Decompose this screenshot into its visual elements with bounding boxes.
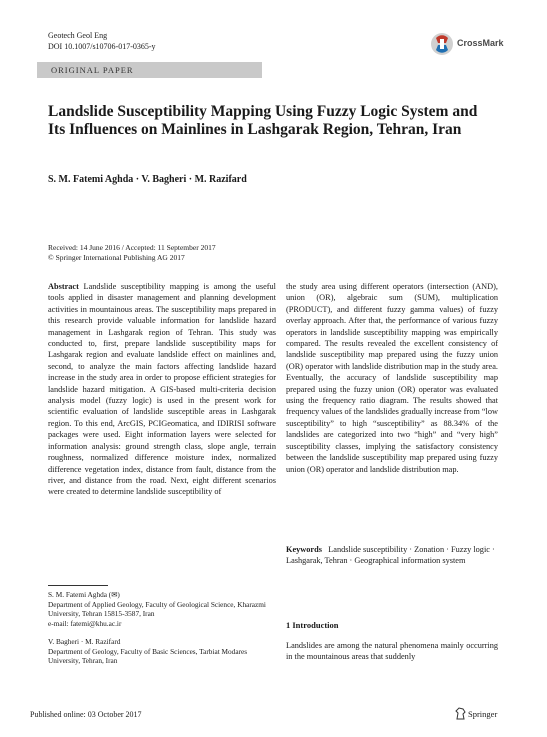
article-title: Landslide Susceptibility Mapping Using Fuzzy Logic System and Its Influences on Mainlines in Lashgarak Region, Tehran, Iran bbox=[48, 103, 478, 138]
second-authors: V. Bagheri · M. Razifard bbox=[48, 637, 121, 646]
crossmark-icon bbox=[430, 32, 454, 56]
abstract-left-column bbox=[48, 281, 276, 498]
crossmark-label: CrossMark bbox=[457, 38, 504, 48]
affiliation-first bbox=[48, 590, 268, 628]
crossmark-badge[interactable] bbox=[430, 32, 522, 56]
introduction-text: Landslides are among the natural phenomena mainly occurring in the mountainous areas that suddenly bbox=[286, 641, 498, 662]
first-department: Department of Applied Geology, Faculty of Geological Science, Kharazmi University, Tehran 15815-3587, Iran bbox=[48, 599, 266, 618]
springer-logo bbox=[455, 707, 515, 721]
doi-link[interactable]: DOI 10.1007/s10706-017-0365-y bbox=[48, 42, 156, 51]
journal-header bbox=[48, 30, 156, 52]
keywords-text: Landslide susceptibility · Zonation · Fuzzy logic · Lashgarak, Tehran · Geographical information system bbox=[286, 545, 495, 566]
published-online: Published online: 03 October 2017 bbox=[30, 710, 142, 719]
affiliation-second bbox=[48, 637, 268, 666]
springer-label: Springer bbox=[468, 709, 498, 719]
abstract-right-column: the study area using different operators (intersection (AND), union (OR), algebraic sum (SUM), multiplication (PRODUCT), and different fuzzy gamma values) of fuzzy overlay approach. After that, the performance of various fuzzy operators in landslide susceptibility mapping was empirically compared. The results revealed the excellent consistency of landslide susceptibility map prepared using the fuzzy union (OR) operator with landslide distribution map in the study area. Eventually, the accuracy of landslide susceptibility map prepared using the fuzzy union (OR) operator was evaluated using the frequency ratio diagram. The results showed that frequency values of the landslides gradually increase from “low susceptibility” to high “susceptibility” as 88.34% of the landslides are categorized into two “high” and “very high” susceptibility classes, implying the satisfactory consistency between the landslide susceptibility map prepared using fuzzy union (OR) operator and landslide distribution map. bbox=[286, 282, 498, 474]
journal-name: Geotech Geol Eng bbox=[48, 31, 108, 40]
keywords-label: Keywords bbox=[286, 545, 322, 554]
keywords-block bbox=[286, 544, 498, 567]
first-author: S. M. Fatemi Aghda (✉) bbox=[48, 590, 120, 599]
introduction-heading: 1 Introduction bbox=[286, 620, 339, 630]
section-bar bbox=[37, 62, 262, 78]
first-email[interactable]: e-mail: fatemi@khu.ac.ir bbox=[48, 618, 122, 628]
abstract-text-left: Landslide susceptibility mapping is among the useful tools applied in disaster management and planning development activities in mountainous areas. The susceptibility maps prepared in this research provide valuable information for landslide hazard management in Lashgarak region of Tehran. This study was conducted to, first, prepare landslide susceptibility maps for Lashgarak region and evaluate landslide effect on mainlines and, second, to analyze the main factors affecting landslide hazard increase in the study area in order to propose efficient strategies for landslide hazard mitigation. A GIS-based multi-criteria decision analysis model (fuzzy logic) is used in the present work for scientific evaluation of landslide susceptible areas in Lashgarak region. To this end, ArcGIS, PCIGeomatica, and IDIRISI software packages were used. Eight information layers were selected for information analysis: ground strength class, slope angle, terrain roughness, normalized difference moisture index, normalized difference vegetation index, distance from fault, distance from the river, and distance from the road. Next, eight different scenarios were created to determine landslide susceptibility of bbox=[48, 282, 276, 497]
springer-horse-icon bbox=[455, 707, 466, 720]
abstract-label: Abstract bbox=[48, 282, 79, 291]
copyright-line: © Springer International Publishing AG 2017 bbox=[48, 253, 185, 262]
second-department: Department of Geology, Faculty of Basic Sciences, Tarbiat Modares University, Tehran, Iran bbox=[48, 646, 248, 665]
footnote-rule bbox=[48, 585, 108, 586]
author-list: S. M. Fatemi Aghda · V. Bagheri · M. Razifard bbox=[48, 174, 247, 185]
received-accepted: Received: 14 June 2016 / Accepted: 11 September 2017 bbox=[48, 243, 216, 252]
article-dates bbox=[48, 243, 216, 263]
section-label: ORIGINAL PAPER bbox=[51, 65, 134, 75]
